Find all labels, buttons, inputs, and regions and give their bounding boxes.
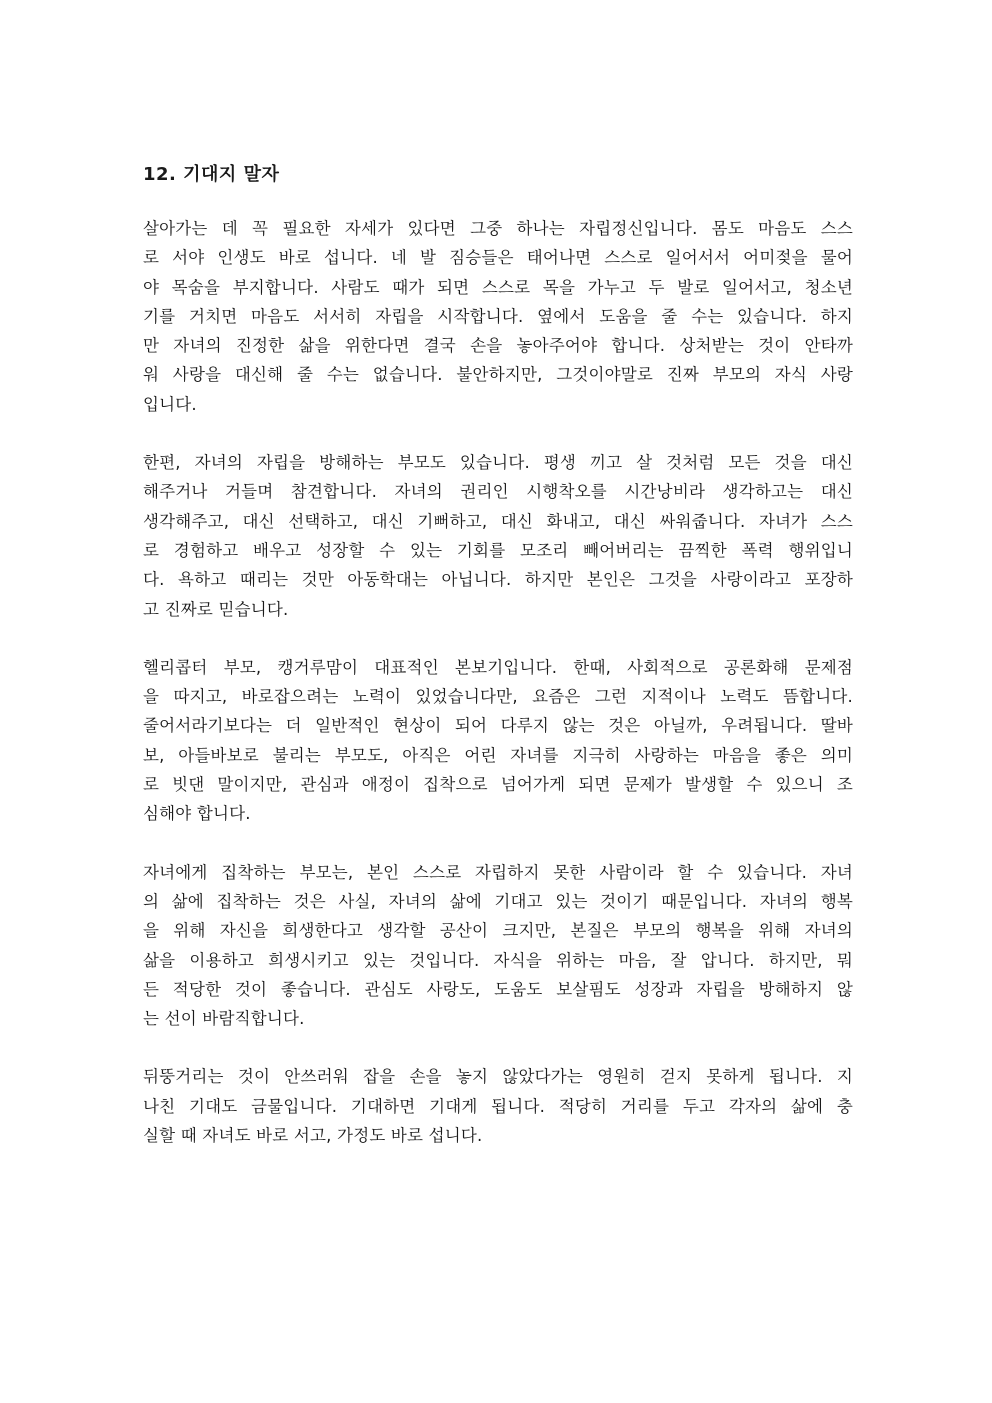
text-line: 로 서야 인생도 바로 섭니다. 네 발 짐승들은 태어나면 스스로 일어서서 어미젖을 물어 xyxy=(143,248,853,268)
text-line: 로 경험하고 배우고 성장할 수 있는 기회를 모조리 빼어버리는 끔찍한 폭력 행위입니 xyxy=(143,540,853,560)
text-line: 든 적당한 것이 좋습니다. 관심도 사랑도, 도움도 보살핌도 성장과 자립을 방해하지 않 xyxy=(143,979,853,999)
text-line: 보, 아들바보로 불리는 부모도, 아직은 어린 자녀를 지극히 사랑하는 마음을 좋은 의미 xyxy=(143,745,853,765)
text-line: 헬리콥터 부모, 캥거루맘이 대표적인 본보기입니다. 한때, 사회적으로 공론화해 문제점 xyxy=(143,657,853,677)
text-line: 삶을 이용하고 희생시키고 있는 것입니다. 자식을 위하는 마음, 잘 압니다. 하지만, 뭐 xyxy=(143,950,853,970)
text-line: 생각해주고, 대신 선택하고, 대신 기뻐하고, 대신 화내고, 대신 싸워줍니다. 자녀가 스스 xyxy=(143,511,853,531)
section-title: 12. 기대지 말자 xyxy=(143,164,280,185)
text-line: 을 위해 자신을 희생한다고 생각할 공산이 크지만, 본질은 부모의 행복을 위해 자녀의 xyxy=(143,921,853,941)
paragraph xyxy=(143,214,853,419)
text-line: 야 목숨을 부지합니다. 사람도 때가 되면 스스로 목을 가누고 두 발로 일어서고, 청소년 xyxy=(143,277,853,297)
text-line: 만 자녀의 진정한 삶을 위한다면 결국 손을 놓아주어야 합니다. 상처받는 것이 안타까 xyxy=(143,336,853,356)
text-line: 고 진짜로 믿습니다. xyxy=(143,599,289,619)
text-line: 실할 때 자녀도 바로 서고, 가정도 바로 섭니다. xyxy=(143,1126,483,1146)
document-page xyxy=(143,160,853,1179)
text-line: 한편, 자녀의 자립을 방해하는 부모도 있습니다. 평생 끼고 살 것처럼 모든 것을 대신 xyxy=(143,453,853,473)
text-line: 나친 기대도 금물입니다. 기대하면 기대게 됩니다. 적당히 거리를 두고 각자의 삶에 충 xyxy=(143,1096,853,1116)
paragraph xyxy=(143,1062,853,1150)
paragraph xyxy=(143,448,853,624)
text-line: 자녀에게 집착하는 부모는, 본인 스스로 자립하지 못한 사람이라 할 수 있습니다. 자녀 xyxy=(143,862,853,882)
text-line: 심해야 합니다. xyxy=(143,804,251,824)
text-line: 기를 거치면 마음도 서서히 자립을 시작합니다. 옆에서 도움을 줄 수는 있습니다. 하지 xyxy=(143,306,853,326)
text-line: 줄어서라기보다는 더 일반적인 현상이 되어 다루지 않는 것은 아닐까, 우려됩니다. 딸바 xyxy=(143,716,853,736)
text-line: 로 빗댄 말이지만, 관심과 애정이 집착으로 넘어가게 되면 문제가 발생할 수 있으니 조 xyxy=(143,775,853,795)
text-line: 뒤뚱거리는 것이 안쓰러워 잡을 손을 놓지 않았다가는 영원히 걷지 못하게 됩니다. 지 xyxy=(143,1067,853,1087)
text-line: 입니다. xyxy=(143,394,197,414)
text-line: 의 삶에 집착하는 것은 사실, 자녀의 삶에 기대고 있는 것이기 때문입니다. 자녀의 행복 xyxy=(143,891,853,911)
text-line: 해주거나 거들며 참견합니다. 자녀의 권리인 시행착오를 시간낭비라 생각하고는 대신 xyxy=(143,482,853,502)
paragraph xyxy=(143,858,853,1034)
paragraph xyxy=(143,653,853,829)
text-line: 워 사랑을 대신해 줄 수는 없습니다. 불안하지만, 그것이야말로 진짜 부모의 자식 사랑 xyxy=(143,365,853,385)
text-line: 살아가는 데 꼭 필요한 자세가 있다면 그중 하나는 자립정신입니다. 몸도 마음도 스스 xyxy=(143,219,853,238)
text-line: 다. 욕하고 때리는 것만 아동학대는 아닙니다. 하지만 본인은 그것을 사랑이라고 포장하 xyxy=(143,570,853,590)
text-line: 을 따지고, 바로잡으려는 노력이 있었습니다만, 요즘은 그런 지적이나 노력도 뜸합니다. xyxy=(143,687,853,707)
text-line: 는 선이 바람직합니다. xyxy=(143,1009,305,1029)
